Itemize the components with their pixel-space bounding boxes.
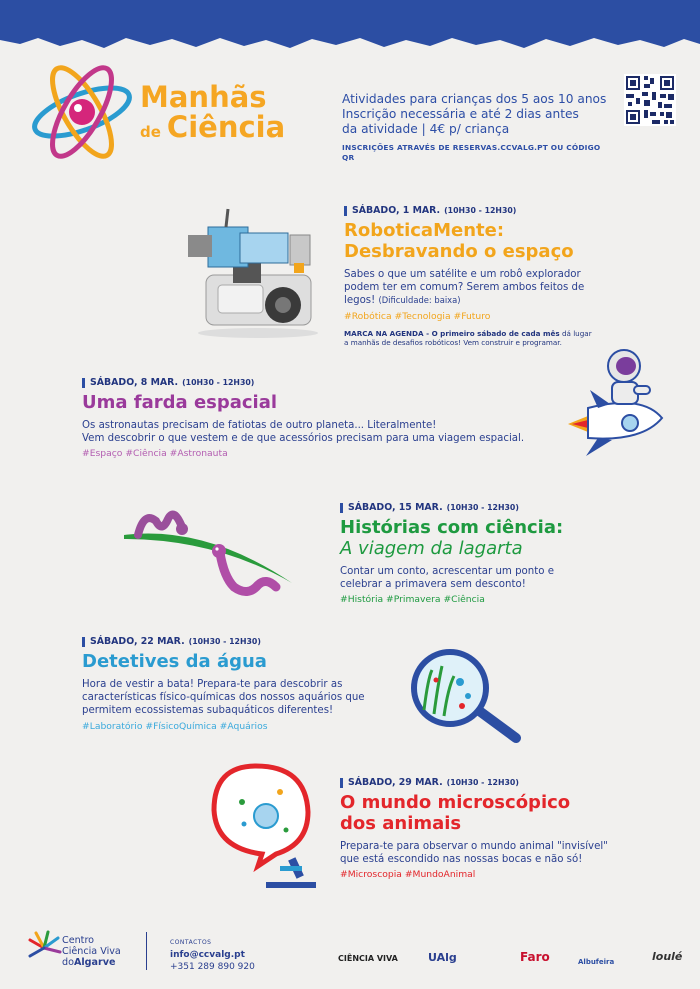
footer-divider (146, 932, 147, 970)
event-time: (10H30 - 12H30) (446, 503, 519, 512)
event-detetives-agua (82, 636, 382, 733)
event-title: O mundo microscópico dos animais (340, 792, 571, 834)
event-date: SÁBADO, 8 MAR. (90, 377, 179, 388)
brand-line1: Manhãs (140, 80, 267, 114)
event-title: Uma farda espacial (82, 392, 278, 413)
brand-de: de (140, 123, 161, 141)
event-robotica (344, 205, 594, 348)
ccv-logo-icon (26, 930, 62, 966)
partner-ualg: UAlg (428, 951, 457, 964)
torn-paper-edge (0, 26, 700, 56)
event-title: RoboticaMente: Desbravando o espaço (344, 220, 574, 262)
event-historias (340, 502, 590, 606)
event-time: (10H30 - 12H30) (188, 637, 261, 646)
event-time: (10H30 - 12H30) (444, 206, 517, 215)
event-tags: #Espaço #Ciência #Astronauta (82, 448, 228, 460)
event-description: Hora de vestir a bata! Prepara-te para descobrir as características físico-químicas dos nossos aquários que permitem ecossistemas subaquáticos diferentes! (82, 679, 365, 717)
partner-ciencia-viva: CIÊNCIA VIVA (338, 954, 398, 963)
partner-albufeira: Albufeira (578, 958, 615, 966)
caterpillar-illustration (116, 505, 296, 605)
intro-text (342, 92, 612, 163)
event-description: Contar um conto, acrescentar um ponto e celebrar a primavera sem desconto! (340, 566, 554, 591)
contacts-label: CONTACTOS (170, 939, 212, 946)
intro-line: Inscrição necessária e até 2 dias antes (342, 107, 579, 121)
partner-faro: Faro (520, 950, 550, 964)
magnifying-glass-icon (398, 648, 528, 748)
signup-info: INSCRIÇÕES ATRAVÉS DE RESERVAS.CCVALG.PT OU CÓDIGO QR (342, 143, 601, 162)
event-date: SÁBADO, 1 MAR. (352, 205, 441, 216)
event-difficulty: (Dificuldade: baixa) (378, 295, 461, 306)
brand-title (140, 82, 285, 147)
event-tags: #Robótica #Tecnologia #Futuro (344, 310, 491, 322)
event-title: Detetives da água (82, 651, 267, 672)
partner-loule: loulé (652, 950, 683, 963)
event-title: Histórias com ciência: A viagem da lagarta (340, 517, 564, 559)
event-date: SÁBADO, 22 MAR. (90, 636, 185, 647)
contact-email[interactable]: info@ccvalg.pt (170, 950, 245, 960)
org-name: Centro Ciência Viva doAlgarve (62, 935, 121, 968)
event-mundo-microscopico (340, 777, 610, 881)
lego-robot-illustration (178, 205, 328, 340)
intro-line: da atividade | 4€ p/ criança (342, 122, 510, 136)
contact-phone[interactable]: +351 289 890 920 (170, 962, 255, 972)
event-description: Os astronautas precisam de fatiotas de outro planeta... Literalmente! Vem descobrir o que vestem e de que acessórios precisam para uma viagem espacial. (82, 420, 525, 445)
contacts (170, 937, 255, 973)
event-tags: #História #Primavera #Ciência (340, 594, 485, 606)
event-date: SÁBADO, 29 MAR. (348, 777, 443, 788)
signup-link[interactable]: RESERVAS.CCVALG.PT (452, 143, 548, 152)
microscope-illustration (196, 762, 331, 892)
event-tags: #Laboratório #FísicoQuímica #Aquários (82, 720, 268, 732)
event-note: MARCA NA AGENDA - O primeiro sábado de cada mês dá lugar a manhãs de desafios robóticos! Vem construir e programar. (344, 328, 592, 348)
astronaut-rocket-illustration (562, 346, 682, 466)
qr-code-icon[interactable] (624, 74, 676, 126)
event-description: Sabes o que um satélite e um robô explorador podem ter em comum? Serem ambos feitos de legos! (Dificuldade: baixa) (344, 269, 585, 307)
event-time: (10H30 - 12H30) (182, 378, 255, 387)
event-farda-espacial (82, 377, 552, 460)
atom-logo-icon (26, 60, 138, 164)
event-date: SÁBADO, 15 MAR. (348, 502, 443, 513)
brand-line2: Ciência (166, 110, 286, 144)
event-time: (10H30 - 12H30) (446, 778, 519, 787)
event-description: Prepara-te para observar o mundo animal "invisível" que está escondido nas nossas bocas e não só! (340, 841, 608, 866)
event-tags: #Microscopia #MundoAnimal (340, 869, 476, 881)
intro-line: Atividades para crianças dos 5 aos 10 anos (342, 92, 607, 106)
